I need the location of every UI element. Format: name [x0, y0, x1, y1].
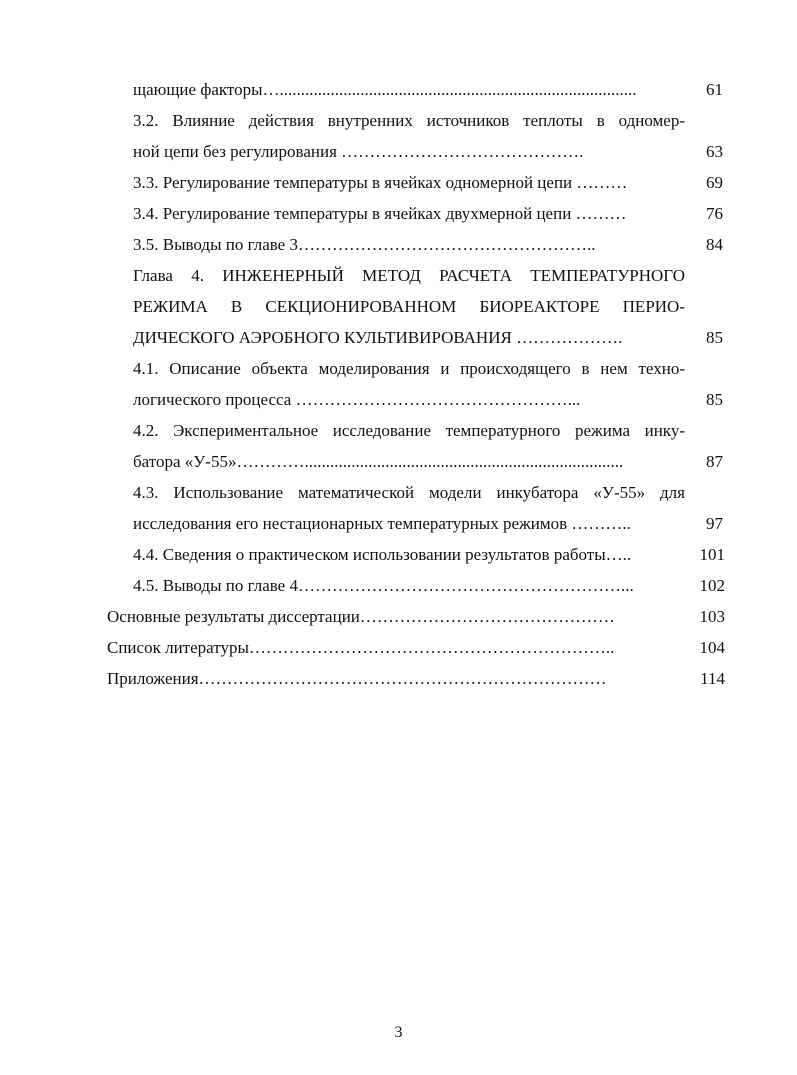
- toc-entry-text: 3.5. Выводы по главе 3……………………………………………..: [133, 235, 596, 254]
- toc-entry-text: 3.4. Регулирование температуры в ячейках двухмерной цепи ………: [133, 204, 627, 223]
- toc-entry-text: 4.2. Экспериментальное исследование температурного режима инку-: [133, 421, 685, 440]
- toc-entry-text: 4.1. Описание объекта моделирования и происходящего в нем техно-: [133, 359, 685, 378]
- toc-page-number: 61: [706, 80, 723, 99]
- toc-entry-text: батора «У-55»…………...........................................................................: [133, 452, 624, 471]
- toc-page-number: 114: [700, 669, 725, 688]
- toc-entry-text: исследования его нестационарных температурных режимов ………..: [133, 514, 631, 533]
- chapter-heading: Глава 4. ИНЖЕНЕРНЫЙ МЕТОД РАСЧЕТА ТЕМПЕРАТУРНОГО: [133, 266, 685, 285]
- toc-entry-text: логического процесса …………………………………………...: [133, 390, 581, 409]
- toc-entry-text: 4.4. Сведения о практическом использовании результатов работы…..: [133, 545, 632, 564]
- toc-entry-text: Список литературы………………………………………………………..: [107, 638, 615, 657]
- toc-page-number: 87: [706, 452, 723, 471]
- toc-entry-text: Приложения………………………………………………………………: [107, 669, 607, 688]
- toc-page-number: 101: [699, 545, 725, 564]
- toc-entry-text: 4.3. Использование математической модели инкубатора «У-55» для: [133, 483, 685, 502]
- toc-page-number: 97: [706, 514, 723, 533]
- toc-entry-text: 3.2. Влияние действия внутренних источников теплоты в одномер-: [133, 111, 685, 130]
- toc-entry-text: 4.5. Выводы по главе 4…………………………………………………...: [133, 576, 634, 595]
- toc-entry-text: 3.3. Регулирование температуры в ячейках одномерной цепи ………: [133, 173, 628, 192]
- toc-page-number: 63: [706, 142, 723, 161]
- toc-entry-text: Основные результаты диссертации………………………………………: [107, 607, 615, 626]
- toc-page-number: 102: [699, 576, 725, 595]
- toc-entry-text: ной цепи без регулирования …………………………………….: [133, 142, 584, 161]
- toc-page-number: 85: [706, 390, 723, 409]
- toc-entry-text: щающие факторы…....................................................................................: [133, 80, 637, 99]
- toc-page-number: 69: [706, 173, 723, 192]
- toc-page-number: 104: [699, 638, 725, 657]
- toc-page-number: 76: [706, 204, 723, 223]
- toc-page-number: 103: [699, 607, 725, 626]
- toc-page-number: 85: [706, 328, 723, 347]
- page-number: 3: [394, 1024, 403, 1041]
- chapter-heading: ДИЧЕСКОГО АЭРОБНОГО КУЛЬТИВИРОВАНИЯ ……………….: [133, 328, 623, 347]
- chapter-heading: РЕЖИМА В СЕКЦИОНИРОВАННОМ БИОРЕАКТОРЕ ПЕРИО-: [133, 297, 685, 316]
- toc-page-number: 84: [706, 235, 723, 254]
